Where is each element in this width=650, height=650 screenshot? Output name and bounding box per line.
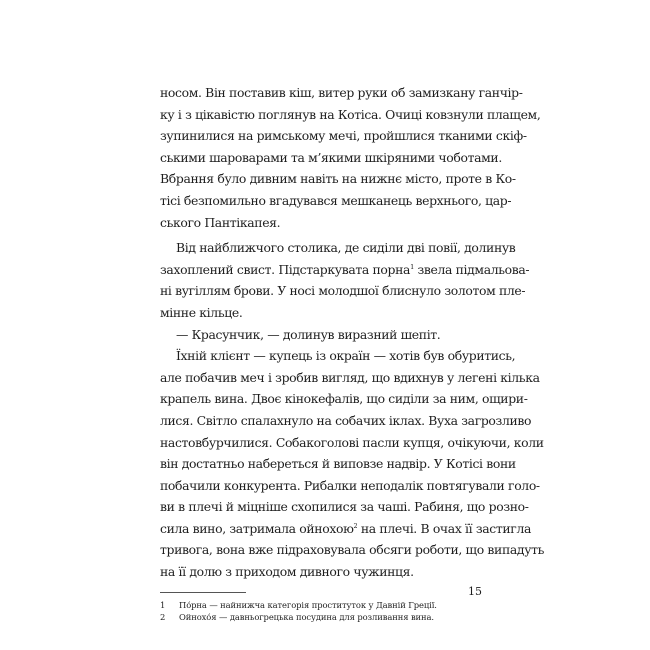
body-text xyxy=(160,82,545,583)
body-line: мінне кільце. xyxy=(160,304,243,320)
footnote-rule xyxy=(160,592,246,593)
footnote-number: 2 xyxy=(160,612,166,623)
footnote-ref: 2 xyxy=(353,521,358,530)
footnote xyxy=(160,599,482,612)
body-line: сила вино, затримала ойнохою$^2$ на плечі. В очах її застигла xyxy=(160,520,532,536)
footnotes xyxy=(160,599,482,624)
body-line: крапель вина. Двоє кінокефалів, що сиділи за ним, ощири- xyxy=(160,391,528,407)
body-line: тривога, вона вже підраховувала обсяги роботи, що випадуть xyxy=(160,542,545,558)
footnote-text: По́рна — найнижча категорія проституток у Давній Греції. xyxy=(179,599,437,610)
body-line: ського Пантікапея. xyxy=(160,214,281,230)
body-line: Від найближчого столика, де сиділи дві повії, долинув xyxy=(176,240,516,256)
body-line: настовбурчилися. Собакоголові пасли купця, очікуючи, коли xyxy=(160,434,544,450)
body-line: — Красунчик, — долинув виразний шепіт. xyxy=(176,326,441,342)
body-line: Вбрання було дивним навіть на нижнє місто, проте в Ко- xyxy=(160,171,516,187)
body-line: захоплений свист. Підстаркувата порна$^1$ звела підмальова- xyxy=(160,261,530,277)
body-line: побачили конкурента. Рибалки неподалік повтягували голо- xyxy=(160,477,540,493)
body-line: але побачив меч і зробив вигляд, що вдихнув у легені кілька xyxy=(160,369,540,385)
body-line: на її долю з приходом дивного чужинця. xyxy=(160,564,414,580)
body-line: Їхній клієнт — купець із окраїн — хотів був обуритись, xyxy=(176,348,516,364)
body-line: тісі безпомильно вгадувався мешканець верхнього, цар- xyxy=(160,192,512,208)
footnote-ref: 1 xyxy=(410,262,414,271)
footnote-number: 1 xyxy=(160,599,166,610)
body-line: ви в плечі й міцніше схопилися за чаші. Рабиня, що розно- xyxy=(160,499,529,515)
body-line: зупинилися на римському мечі, пройшлися тканими скіф- xyxy=(160,128,527,144)
body-line: він достатньо набереться й виповзе надвір. У Котісі вони xyxy=(160,456,516,472)
body-line: ськими шароварами та м’якими шкіряними чоботами. xyxy=(160,149,502,165)
footnote xyxy=(160,611,482,624)
body-line: ні вугіллям брови. У носі молодшої блиснуло золотом пле- xyxy=(160,283,526,299)
footnote-text: Ойнохо́я — давньогрецька посудина для розливання вина. xyxy=(179,612,434,623)
page-body xyxy=(160,82,545,624)
body-line: лися. Світло спалахнуло на собачих іклах. Вуха загрозливо xyxy=(160,412,532,428)
body-line: ку і з цікавістю поглянув на Котіса. Очиці ковзнули плащем, xyxy=(160,106,541,122)
page-number: 15 xyxy=(468,585,482,598)
body-line: носом. Він поставив кіш, витер руки об замизкану ганчір- xyxy=(160,85,523,100)
